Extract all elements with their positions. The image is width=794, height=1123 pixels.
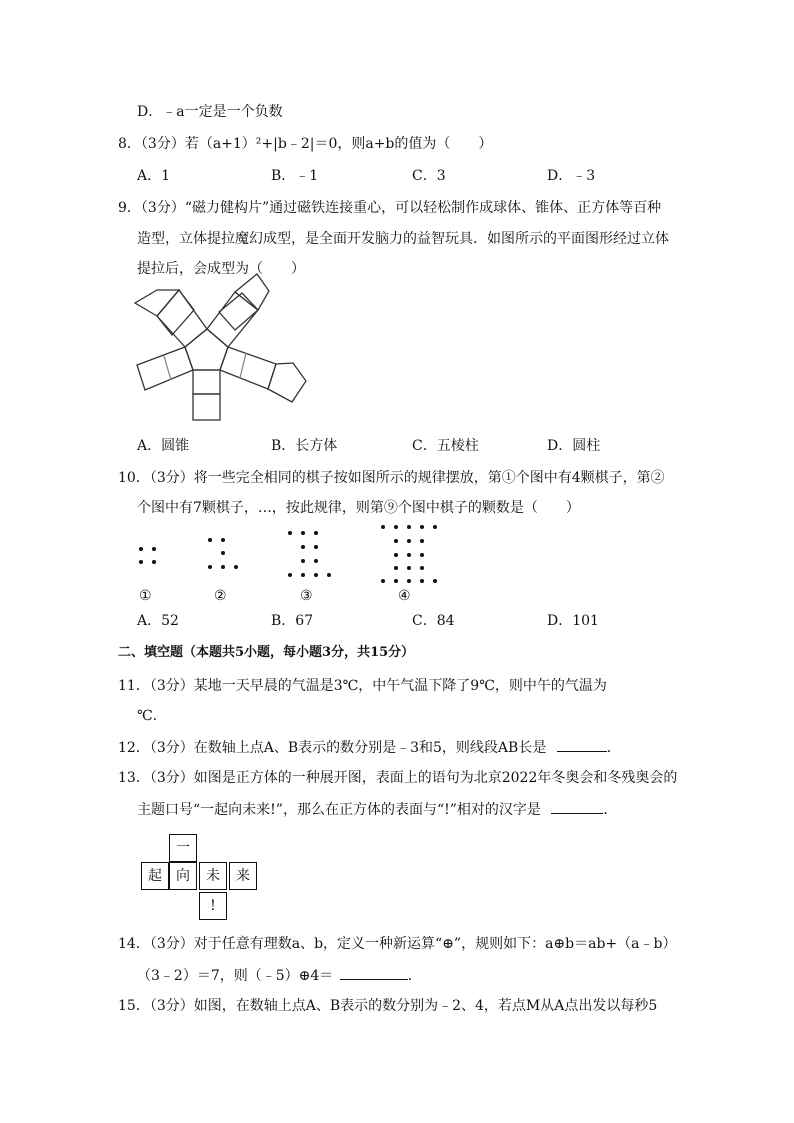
q10-option-d: D．101 [547,613,599,629]
q9-line-3: 提拉后，会成型为（ ） [137,261,305,277]
q10-line-1: 10．（3分）将一些完全相同的棋子按如图所示的规律摆放，第①个图中有4颗棋子，第② [118,470,665,486]
section-2-heading: 二、填空题（本题共5小题，每小题3分，共15分） [118,645,415,660]
cube-face-bottom: ! [199,892,227,920]
q14-line-2 [137,965,422,986]
q13-text: 主题口号“一起向未来!”，那么在正方体的表面与“!”相对的汉字是 [137,802,541,818]
q10-figure-label-2: ② [214,588,227,604]
q11-line-2: ℃. [137,708,158,724]
q13-end: ． [603,802,618,818]
q12-answer-blank [557,737,607,752]
q9-option-c: C．五棱柱 [412,438,479,454]
q10-figure-label-3: ③ [300,588,313,604]
q9-line-2: 造型，立体提拉魔幻成型，是全面开发脑力的益智玩具．如图所示的平面图形经过立体 [137,231,669,247]
cube-face-3: 未 [199,862,227,890]
q14-line-1: 14．（3分）对于任意有理数a、b，定义一种新运算“⊕”，规则如下：a⊕b＝ab+（a﹣b） [118,936,677,952]
q14-answer-blank [340,965,408,980]
q7-option-d: D．﹣a一定是一个负数 [137,104,283,120]
q9-option-a: A．圆锥 [137,438,190,454]
q9-option-d: D．圆柱 [547,438,601,454]
q15-line-1: 15．（3分）如图，在数轴上点A、B表示的数分别为﹣2、4，若点M从A点出发以每秒5 [118,998,658,1014]
q13-line-2 [137,799,617,820]
cube-face-4: 来 [229,862,257,890]
cube-face-2: 向 [169,862,197,890]
q8-option-c: C．3 [412,168,446,184]
q13-line-1: 13．（3分）如图是正方体的一种展开图，表面上的语句为北京2022年冬奥会和冬残奥会的 [118,770,678,786]
q10-option-b: B．67 [271,613,314,629]
q9-option-b: B．长方体 [271,438,338,454]
cube-face-top: 一 [169,834,197,862]
q9-line-1: 9．（3分）“磁力健构片”通过磁铁连接重心，可以轻松制作成球体、锥体、正方体等百种 [118,200,662,216]
q13-answer-blank [551,799,603,814]
q10-figure-label-1: ① [139,588,152,604]
q12-line [118,737,621,758]
q14-end: ． [407,968,422,984]
cube-face-1: 起 [141,862,169,890]
q8-option-b: B．﹣1 [271,168,319,184]
q12-end: ． [606,740,621,756]
q14-text: （3﹣2）＝7，则（﹣5）⊕4＝ [137,968,334,984]
q10-option-a: A．52 [137,613,179,629]
q10-figure-label-4: ④ [398,588,411,604]
q8-option-d: D．﹣3 [547,168,596,184]
q12-text: 12．（3分）在数轴上点A、B表示的数分别是﹣3和5，则线段AB长是 [118,740,547,756]
q8-option-a: A．1 [137,168,171,184]
q8-stem: 8．（3分）若（a+1）²+|b﹣2|＝0，则a+b的值为（ ） [118,136,493,152]
q11-line-1: 11．（3分）某地一天早晨的气温是3℃，中午气温下降了9℃，则中午的气温为 [118,678,607,694]
q10-line-2: 个图中有7颗棋子，…，按此规律，则第⑨个图中棋子的颗数是（ ） [137,500,580,516]
q10-option-c: C．84 [412,613,455,629]
